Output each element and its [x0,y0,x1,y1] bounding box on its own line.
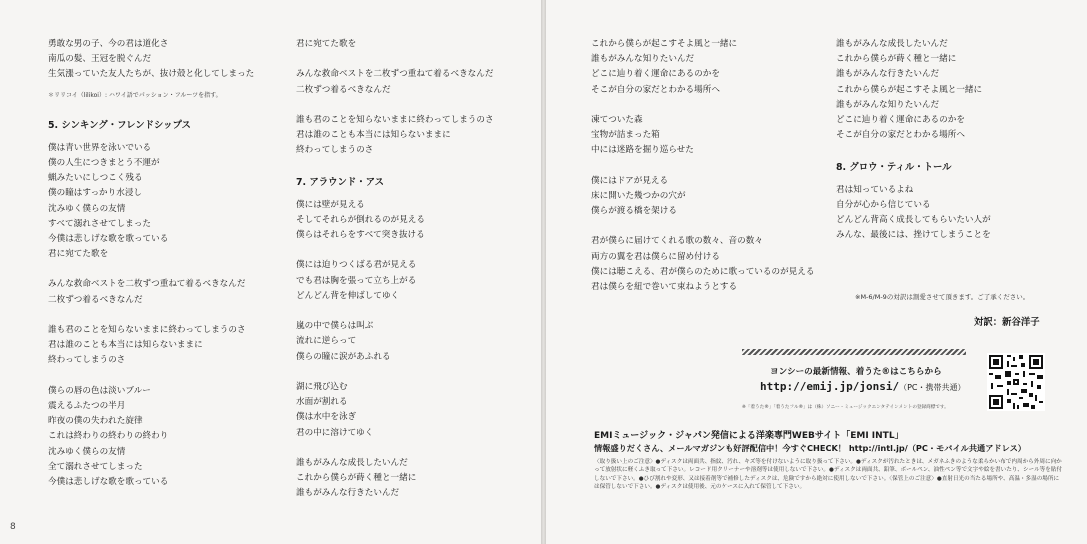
lyric-line: 誰もがみんな知りたいんだ [836,99,940,110]
lyric-line: 昨夜の僕の失われた旋律 [48,416,143,427]
lyric-line: でも君は胸を張って立ち上がる [296,275,417,286]
promo-stripe-bar [742,349,966,355]
lyric-line: 二枚ずつ着るべきなんだ [296,84,391,95]
lyric-line: 沈みゆく僕らの友情 [48,446,126,457]
right-page [546,0,1087,544]
lyric-line: 誰もがみんな成長したいんだ [836,39,948,49]
lyric-line: 君が僕らに届けてくれる歌の数々、音の数々 [591,236,763,247]
lyric-line: 誰もがみんな行きたいんだ [836,69,940,80]
right-column-2 [836,37,991,243]
lyric-line: そしてそれらが倒れるのが見える [296,214,425,225]
lyric-line: 君に宛てた歌を [296,39,357,49]
lyric-line: 君の中に溶けてゆく [296,427,374,438]
lyric-line: これから僕らが蒔く種と一緒に [296,473,417,484]
lyric-line: 震えるふたつの半月 [48,400,126,411]
lyric-line: 君は誰のことも本当には知らないままに [48,340,203,351]
lyric-line: 全て溺れさせてしまった [48,461,143,472]
promo-url-suffix: （PC・携帯共通） [899,383,966,392]
lyric-line: 湖に飛び込む [296,381,348,392]
lyric-line: 勇敢な男の子、今の君は道化さ [48,39,169,49]
promo-url [760,380,966,393]
lyric-line: これは終わりの終わりの終わり [48,431,169,442]
translator-credit: 対訳：新谷洋子 [974,317,1040,328]
lyric-line: 僕には聴こえる、君が僕らのために歌っているのが見える [591,266,815,277]
track-title-7: 7. アラウンド・アス [296,176,384,188]
lyric-line: そこが自分の家だとわかる場所へ [591,84,720,95]
right-column-1 [591,37,814,295]
lyric-line: 沈みゆく僕らの友情 [48,203,126,214]
lyric-line: 宝物が詰まった箱 [591,130,660,141]
promo-headline: ヨンシーの最新情報、着うた®はこちらから [770,367,942,377]
emi-site-title: EMIミュージック・ジャパン発信による洋楽専門WEBサイト「EMI INTL」 [594,431,904,441]
lyric-line: どんどん背高く成長してもらいたい人が [836,214,991,225]
emi-info-block [594,430,1063,492]
lyric-line: これから僕らが起こすそよ風と一緒に [591,39,738,49]
lyric-line: 君は僕らを紐で巻いて束ねようとする [591,282,738,292]
track-title-5: 5. シンキング・フレンドシップス [48,119,191,131]
lyric-line: 君は知っているよね [836,184,914,195]
lyric-line: 君に宛てた歌を [48,249,109,260]
lyric-line: どこに辿り着く運命にあるのかを [591,69,720,80]
promo-box [742,349,1043,417]
lyric-line: 今僕は悲しげな歌を歌っている [48,476,169,487]
lyric-line: 蝋みたいにしつこく残る [48,173,143,184]
page-number: 8 [10,522,16,532]
lyric-line: 誰も君のことを知らないままに終わってしまうのさ [48,325,246,335]
qr-code-graphic [987,353,1045,411]
lyric-line: すべて溺れさせてしまった [48,218,151,229]
lyric-line: 僕は水中を泳ぎ [296,412,357,423]
footnote: ＊リリコイ（lilikoi）: ハワイ語でパッション・フルーツを指す。 [48,91,222,99]
promo-trademark-note: ※「着うた®」「着うたフル®」は（株）ソニー・ミュージックエンタテインメントの登録商標です。 [742,405,949,410]
lyric-line: 僕の人生につきまとう不運が [48,157,160,168]
lyric-line: 床に開いた幾つかの穴が [591,190,686,201]
lyric-line: 流れに逆らって [296,336,357,347]
lyric-line: みんな、最後には、挫けてしまうことを [836,230,991,241]
lyric-line: そこが自分の家だとわかる場所へ [836,130,965,141]
lyric-line: 僕らの瞳に涙があふれる [296,351,391,362]
lyric-line: 誰も君のことを知らないままに終わってしまうのさ [296,114,494,125]
left-column-2 [296,37,494,501]
lyric-line: 中には迷路を掘り巡らせた [591,145,694,156]
lyric-line: 自分が心から信じている [836,199,931,210]
lyric-line: 僕らはそれらをすべて突き抜ける [296,230,425,241]
lyric-line: 終わってしまうのさ [296,145,374,156]
emi-site-promo: 情報盛りだくさん、メールマガジンも好評配信中！今すぐCHECK！ http://intl.jp/（PC・モバイル共通アドレス） [594,443,1026,453]
left-column-1 [48,37,254,490]
promo-url-link[interactable]: http://emij.jp/jonsi/ [760,380,900,393]
handling-notes: 〈取り扱い上のご注意〉●ディスクは両面共、指紋、汚れ、キズ等を付けないように取り扱って下さい。●ディスクが汚れたときは、メガネふきのような柔らかい布で内周から外周に向かって放射状に軽くふき取って下さい。レコード用クリーナーや溶剤等は使用しないで下さい。●ディスクは両面共、鉛筆、ボールペン、油性ペン等で文字や絵を書いたり、シール等を貼付しないで下さい。●ひび割れや変形、又は接着剤等で補修したディスクは、危険ですから絶対に使用しないで下さい。〈保管上のご注意〉●直射日光の当たる場所や、高温・多湿の場所には保管しないで下さい。●ディスクは使用後、元のケースに入れて保管して下さい。 [594,459,1063,491]
lyric-line: これから僕らが起こすそよ風と一緒に [836,84,983,95]
lyric-line: みんな救命ベストを二枚ずつ重ねて着るべきなんだ [48,279,246,290]
lyric-line: 僕には迫りつくばる君が見える [296,260,417,271]
lyric-line: 僕らが渡る橋を架ける [591,206,677,217]
lyric-line: どこに辿り着く運命にあるのかを [836,114,965,125]
lyric-line: 誰もがみんな成長したいんだ [296,457,408,468]
lyric-line: 嵐の中で僕らは叫ぶ [296,321,374,332]
lyric-line: 僕には壁が見える [296,199,365,210]
lyric-line: 凍てついた森 [591,114,643,125]
lyric-line: どんどん背を伸ばしてゆく [296,290,400,301]
lyric-line: 僕は青い世界を泳いでいる [48,142,152,153]
lyric-line: 僕らの唇の色は淡いブルー [48,385,151,396]
lyric-line: 生気漲っていた友人たちが、抜け殻と化してしまった [48,69,255,80]
lyric-line: 僕の瞳はすっかり水浸し [48,188,143,199]
lyric-line: 誰もがみんな行きたいんだ [296,488,400,499]
lyric-line: 二枚ずつ着るべきなんだ [48,294,143,305]
lyric-line: みんな救命ベストを二枚ずつ重ねて着るべきなんだ [296,69,494,80]
lyric-line: 終わってしまうのさ [48,355,126,366]
translation-note: ※M-6/M-9の対訳は割愛させて頂きます。ご了承ください。 [855,293,1030,301]
left-page [0,0,541,544]
lyric-line: 君は誰のことも本当には知らないままに [296,130,451,141]
lyric-line: 南瓜の髪、王冠を脱ぐんだ [48,54,152,65]
qr-code-icon [987,353,1045,411]
track-title-8: 8. グロウ・ティル・トール [836,161,952,173]
lyric-line: これから僕らが蒔く種と一緒に [836,54,957,65]
lyric-line: 両方の翼を君は僕らに留め付ける [591,251,720,262]
lyric-line: 僕にはドアが見える [591,175,669,186]
lyric-line: 誰もがみんな知りたいんだ [591,54,695,65]
lyric-line: 水面が割れる [296,397,348,408]
lyric-line: 今僕は悲しげな歌を歌っている [48,233,169,244]
